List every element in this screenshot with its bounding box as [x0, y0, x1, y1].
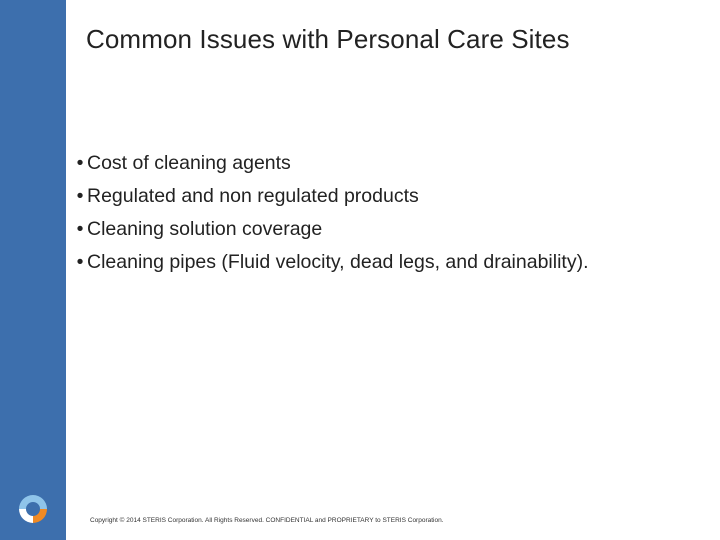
bullet-dot: • — [76, 218, 84, 240]
bullet-dot: • — [76, 185, 84, 207]
bullet-dot: • — [76, 152, 84, 174]
bullet-text: Cost of cleaning agents — [87, 152, 291, 174]
bullet-text: Cleaning pipes (Fluid velocity, dead legs, and drainability). — [87, 251, 589, 273]
bullet-item — [73, 213, 589, 246]
copyright-footer: Copyright © 2014 STERIS Corporation. All Rights Reserved. CONFIDENTIAL and PROPRIETARY to STERIS Corporation. — [90, 517, 444, 524]
bullet-item — [73, 180, 589, 213]
bullet-text: Regulated and non regulated products — [87, 185, 419, 207]
bullet-text: Cleaning solution coverage — [87, 218, 323, 240]
slide-title: Common Issues with Personal Care Sites — [86, 24, 570, 54]
bullet-item — [73, 246, 589, 279]
bullet-dot: • — [76, 251, 84, 273]
bullet-list — [73, 147, 589, 279]
bullet-item — [73, 147, 589, 180]
sidebar-accent — [0, 0, 66, 540]
steris-logo-icon — [16, 492, 50, 526]
